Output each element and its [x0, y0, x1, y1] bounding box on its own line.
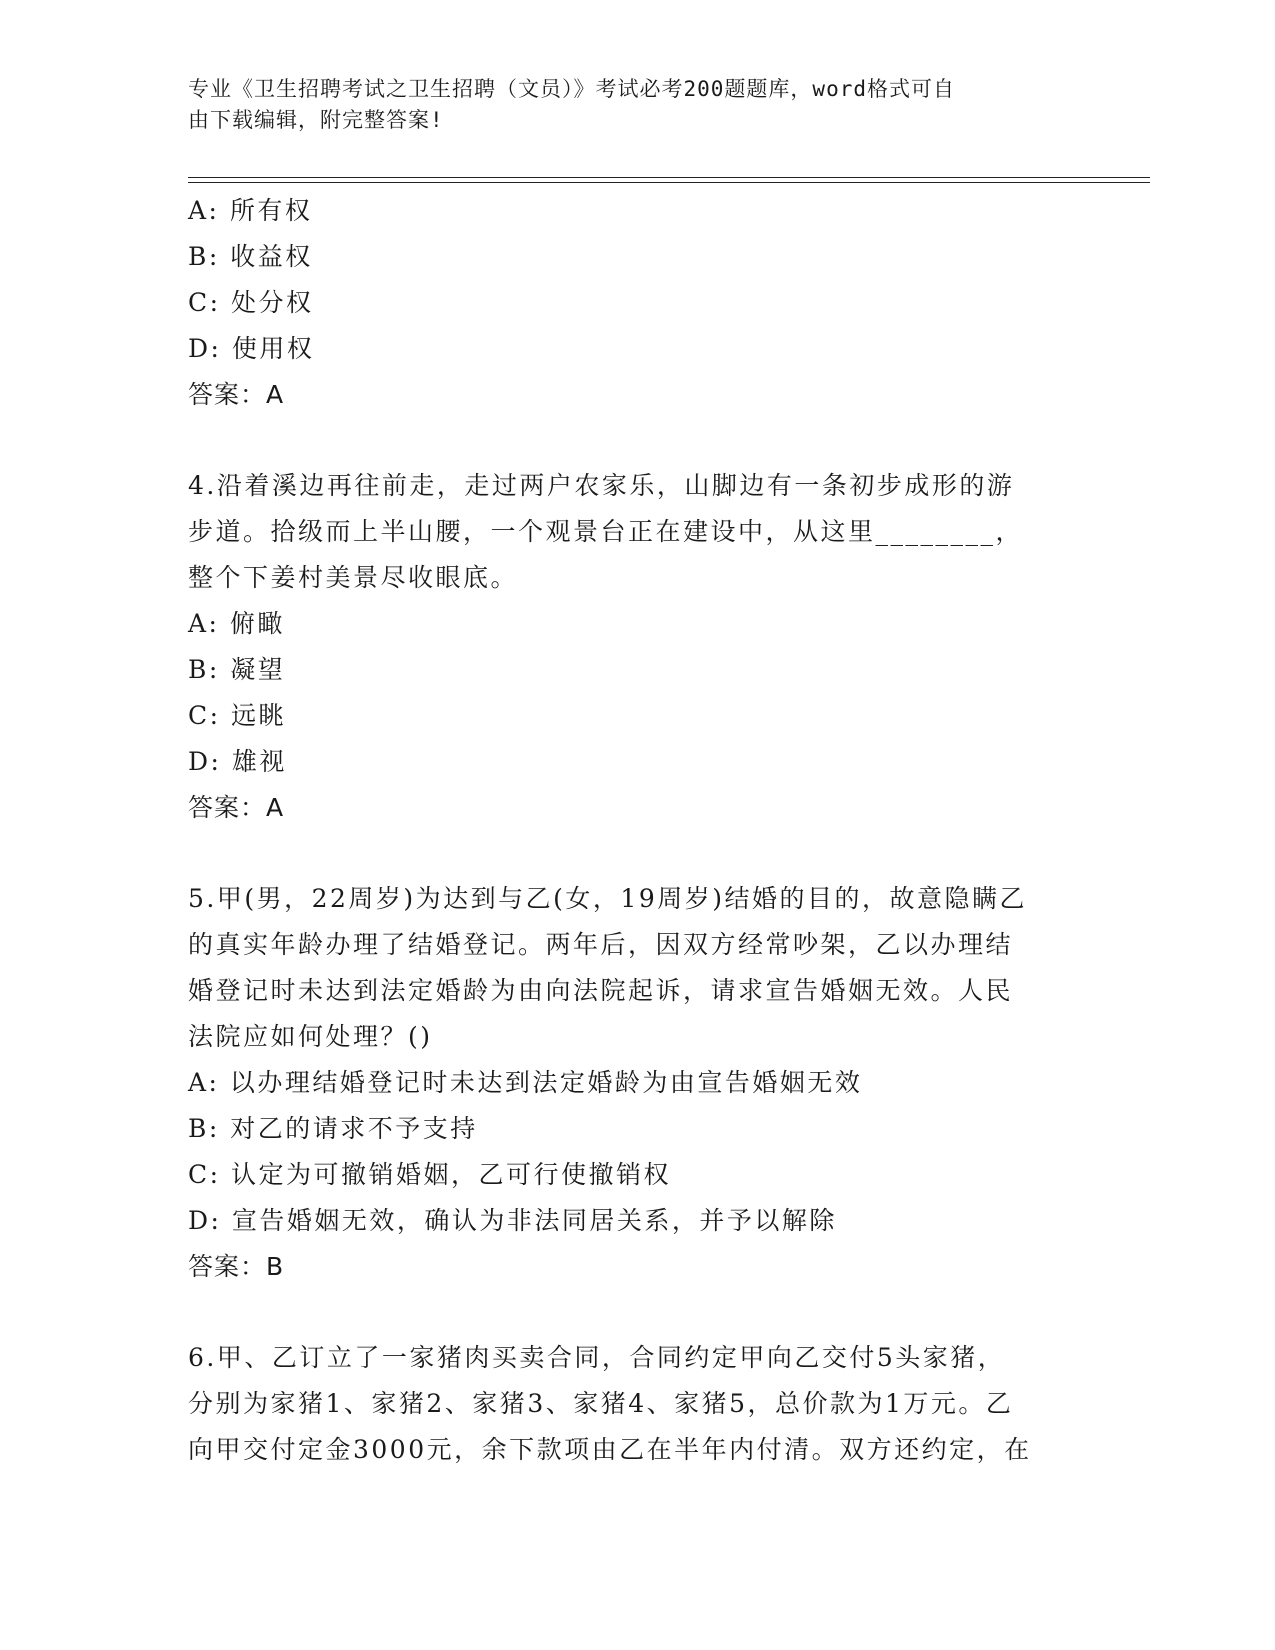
question-5: [188, 876, 1088, 1290]
option-b: B: 对乙的请求不予支持: [188, 1114, 478, 1143]
question-spacer: [188, 831, 1088, 876]
option-c: C: 认定为可撤销婚姻，乙可行使撤销权: [188, 1160, 671, 1189]
question-stem-line: 婚登记时未达到法定婚龄为由向法院起诉，请求宣告婚姻无效。人民: [188, 976, 1014, 1005]
question-6: [188, 1335, 1088, 1473]
question-stem-line: 5.甲(男，22周岁)为达到与乙(女，19周岁)结婚的目的，故意隐瞒乙: [188, 884, 1027, 913]
header-title-line-1: 专业《卫生招聘考试之卫生招聘（文员）》考试必考200题题库，word格式可自: [188, 77, 955, 101]
option-a: A: 以办理结婚登记时未达到法定婚龄为由宣告婚姻无效: [188, 1068, 863, 1097]
question-stem-line: 法院应如何处理？(): [188, 1022, 433, 1051]
question-stem-line: 4.沿着溪边再往前走，走过两户农家乐，山脚边有一条初步成形的游: [188, 471, 1015, 500]
option-a: A: 俯瞰: [188, 609, 285, 638]
question-stem-line: 6.甲、乙订立了一家猪肉买卖合同，合同约定甲向乙交付5头家猪，: [188, 1343, 1006, 1372]
option-d: D: 宣告婚姻无效，确认为非法同居关系，并予以解除: [188, 1206, 837, 1235]
header-title-line-2: 由下载编辑，附完整答案!: [188, 108, 444, 132]
answer-line: 答案：A: [188, 793, 285, 822]
option-b: B: 收益权: [188, 242, 313, 271]
question-stem-line: 向甲交付定金3000元，余下款项由乙在半年内付清。双方还约定，在: [188, 1435, 1032, 1464]
answer-line: 答案：B: [188, 1252, 285, 1281]
option-d: D: 使用权: [188, 334, 315, 363]
question-stem-line: 的真实年龄办理了结婚登记。两年后，因双方经常吵架，乙以办理结: [188, 930, 1014, 959]
question-stem-line: 步道。拾级而上半山腰，一个观景台正在建设中，从这里________，: [188, 517, 1024, 546]
question-list: [188, 188, 1088, 1473]
question-spacer: [188, 1290, 1088, 1335]
option-a: A: 所有权: [188, 196, 313, 225]
document-header: [188, 74, 1068, 136]
question-4: [188, 463, 1088, 831]
question-spacer: [188, 418, 1088, 463]
option-d: D: 雄视: [188, 747, 287, 776]
header-divider-bottom: [188, 182, 1150, 183]
answer-line: 答案：A: [188, 380, 285, 409]
option-c: C: 处分权: [188, 288, 314, 317]
question-stem-line: 分别为家猪1、家猪2、家猪3、家猪4、家猪5，总价款为1万元。乙: [188, 1389, 1014, 1418]
question-3: [188, 188, 1088, 418]
header-divider-top: [188, 177, 1150, 178]
option-c: C: 远眺: [188, 701, 286, 730]
option-b: B: 凝望: [188, 655, 286, 684]
question-stem-line: 整个下姜村美景尽收眼底。: [188, 563, 519, 592]
